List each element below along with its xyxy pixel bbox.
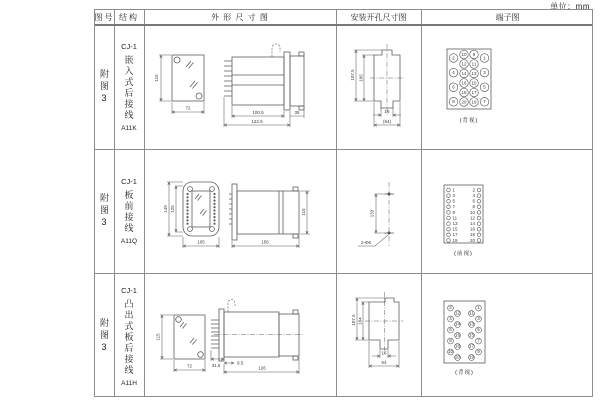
row1-outline-cell (144, 25, 336, 149)
svg-text:11: 11 (471, 61, 477, 67)
row3-structure (114, 273, 144, 399)
svg-text:13: 13 (468, 321, 475, 327)
model-text: CJ-1 (121, 42, 137, 51)
view-label: (背视) (455, 370, 474, 376)
svg-text:11: 11 (469, 310, 474, 316)
svg-text:7: 7 (452, 204, 456, 210)
dim-body-length: 126 (258, 365, 266, 371)
dim-front-height: 115 (154, 74, 159, 82)
svg-text:10: 10 (469, 209, 475, 215)
header-outline: 外 形 尺 寸 图 (211, 13, 269, 22)
cover (279, 314, 299, 356)
install-drawing-row3 (336, 273, 421, 399)
flange (232, 184, 237, 240)
structure-desc: 板前接线 (123, 190, 134, 234)
dim-side-length: 156 (261, 239, 269, 245)
svg-text:2: 2 (452, 55, 455, 61)
svg-text:19: 19 (452, 237, 458, 243)
dim-front-height: 115 (155, 333, 161, 341)
type-code: A11K (121, 125, 137, 132)
terminal-circles (449, 50, 489, 106)
seal-loop (228, 300, 235, 313)
terminal-diagram-row2 (421, 149, 594, 273)
terminal-circles (447, 187, 481, 242)
svg-text:14: 14 (454, 321, 461, 327)
view-label: (背视) (459, 118, 479, 124)
glass-hatch (195, 194, 207, 216)
svg-text:17: 17 (452, 232, 458, 238)
svg-text:13: 13 (452, 220, 458, 226)
structure-desc: 嵌入式后接线 (123, 55, 134, 121)
mounting-hole (388, 193, 391, 196)
outline-drawing-row1 (144, 25, 336, 149)
svg-text:10: 10 (447, 349, 454, 355)
model-text: CJ-1 (121, 177, 137, 186)
screw-hole (174, 57, 180, 63)
svg-text:3: 3 (477, 316, 480, 322)
dim-front-width: 72 (185, 105, 191, 111)
row3-outline-cell (144, 273, 336, 399)
screw-hole (196, 93, 202, 99)
svg-text:4: 4 (472, 192, 475, 198)
row3-terminal-cell (421, 273, 594, 399)
dim-cutout-v1: 107.5 (350, 69, 355, 81)
header-structure: 结构 (119, 13, 139, 22)
dim-plate-height: 149 (163, 205, 168, 213)
structure-desc: 凸出式板后接线 (123, 298, 134, 376)
fig-no-text: 附图3 (99, 68, 109, 106)
svg-text:17: 17 (468, 343, 475, 349)
svg-text:5: 5 (483, 84, 486, 90)
row1-terminal-cell (421, 25, 594, 149)
svg-text:14: 14 (461, 70, 467, 76)
outline-drawing-row2 (144, 149, 336, 273)
svg-text:16: 16 (469, 226, 475, 232)
svg-text:18: 18 (454, 343, 461, 349)
svg-text:17: 17 (471, 89, 477, 95)
header-install: 安装开孔尺寸图 (350, 13, 407, 22)
svg-text:6: 6 (449, 327, 452, 333)
dim-side-height: 115 (301, 208, 306, 216)
type-code: A11H (121, 379, 137, 387)
dimension-table (94, 9, 593, 397)
svg-text:6: 6 (452, 84, 455, 90)
install-drawing-row1 (336, 25, 421, 149)
svg-text:12: 12 (454, 310, 461, 316)
dim-total-length: 122.5 (251, 119, 263, 124)
svg-text:6: 6 (472, 198, 475, 204)
hole-spec-note: 2-Φ6 (360, 240, 372, 245)
dim-hole-spacing: 133 (369, 209, 375, 218)
svg-text:14: 14 (469, 220, 475, 226)
row1-structure (114, 25, 144, 149)
flange (284, 52, 290, 110)
svg-text:1: 1 (452, 187, 456, 193)
dim-notch-width: 16 (381, 350, 387, 356)
svg-text:1: 1 (477, 305, 480, 311)
cover (290, 56, 304, 106)
svg-text:20: 20 (469, 237, 475, 243)
svg-text:8: 8 (449, 338, 452, 344)
dim-pin-depth: 31.5 (211, 363, 221, 368)
svg-text:8: 8 (472, 204, 475, 210)
seal-loop (272, 44, 280, 57)
header-fig-no: 图号 (94, 13, 115, 22)
side-view-body (237, 191, 299, 234)
dim-inner-height: 125 (170, 205, 175, 213)
svg-text:9: 9 (477, 349, 480, 355)
svg-text:8: 8 (452, 99, 455, 105)
svg-text:9: 9 (472, 51, 476, 57)
dim-cutout-v2: 104 (357, 317, 363, 325)
terminal-pins (224, 61, 232, 96)
svg-text:1: 1 (483, 55, 486, 61)
svg-text:5: 5 (452, 198, 456, 204)
svg-text:18: 18 (469, 232, 475, 238)
svg-text:7: 7 (477, 338, 480, 344)
dim-body-length: 100.5 (252, 110, 264, 115)
svg-text:16: 16 (454, 332, 461, 338)
flange (219, 309, 224, 361)
terminal-diagram-row1 (421, 25, 594, 149)
row2-fig-no (95, 149, 114, 273)
dim-flange-depth: 9.5 (237, 360, 244, 366)
svg-text:11: 11 (452, 215, 458, 221)
dim-cutout-v2: 105 (358, 74, 364, 82)
svg-text:13: 13 (471, 70, 477, 76)
dim-notch-width: 16 (384, 109, 390, 114)
svg-text:7: 7 (483, 99, 486, 105)
dim-cover-length: 35 (294, 110, 300, 115)
row1-fig-no (95, 25, 114, 149)
row3-fig-no (95, 273, 114, 399)
svg-text:12: 12 (461, 61, 467, 67)
svg-text:16: 16 (461, 80, 467, 86)
svg-text:4: 4 (449, 316, 452, 322)
row2-structure (114, 149, 144, 273)
terminal-pins (211, 320, 219, 348)
screw-hole (176, 317, 182, 323)
dim-front-width: 72 (186, 363, 193, 369)
outline-drawing-row3 (144, 273, 336, 399)
front-view-body (172, 55, 204, 101)
dim-plate-width: 105 (197, 239, 205, 245)
svg-text:12: 12 (469, 215, 475, 221)
row3-install-cell (336, 273, 421, 399)
fig-no-text: 附图3 (99, 192, 109, 230)
side-view-body (232, 57, 284, 105)
svg-text:18: 18 (461, 89, 467, 95)
row2-install-cell (336, 149, 421, 273)
svg-text:20: 20 (454, 354, 461, 360)
view-label: (前视) (454, 251, 473, 257)
front-view-body (174, 315, 205, 359)
cutout-profile (369, 298, 399, 349)
svg-text:19: 19 (468, 354, 475, 360)
glass-hatch (180, 322, 197, 345)
glass-hatch (186, 61, 198, 89)
svg-text:20: 20 (461, 99, 467, 105)
svg-text:10: 10 (461, 51, 467, 57)
svg-text:15: 15 (468, 332, 475, 338)
install-drawing-row2 (336, 149, 421, 273)
header-terminal: 端子图 (495, 13, 520, 22)
fig-no-text: 附图3 (99, 317, 109, 355)
dim-cutout-v1: 107.5 (351, 314, 356, 326)
unit-label: 单位：mm (550, 2, 590, 11)
svg-text:4: 4 (452, 69, 455, 75)
svg-text:19: 19 (471, 99, 477, 105)
svg-text:5: 5 (477, 327, 480, 333)
dim-cutout-width: (64) (382, 119, 392, 124)
svg-text:2: 2 (472, 187, 475, 193)
type-code: A11Q (120, 238, 138, 245)
row2-terminal-cell (421, 149, 594, 273)
row2-outline-cell (144, 149, 336, 273)
svg-text:3: 3 (452, 192, 456, 198)
screw-hole (198, 352, 204, 358)
svg-text:9: 9 (452, 209, 456, 215)
front-plate (183, 182, 219, 236)
model-text: CJ-1 (121, 285, 137, 295)
terminal-diagram-row3 (421, 273, 594, 399)
mounting-hole (388, 232, 391, 235)
terminal-circles (448, 305, 482, 360)
dim-cutout-width: 64 (381, 360, 387, 365)
svg-text:2: 2 (449, 305, 452, 311)
row1-install-cell (336, 25, 421, 149)
terminal-studs (229, 194, 232, 224)
svg-text:3: 3 (483, 69, 486, 75)
svg-text:15: 15 (452, 226, 458, 232)
svg-text:15: 15 (471, 80, 477, 86)
